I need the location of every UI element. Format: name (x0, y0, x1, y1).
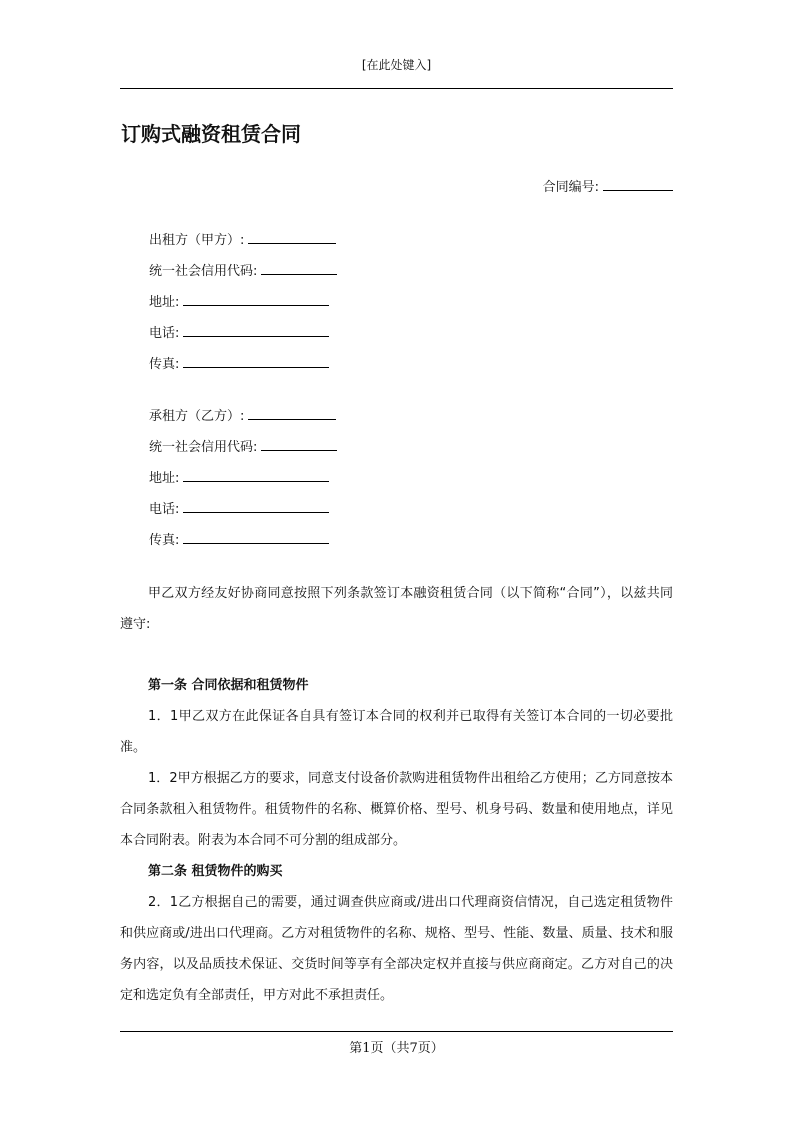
lessor-address-blank (183, 292, 329, 306)
article-2-heading: 第二条 租赁物件的购买 (148, 864, 283, 879)
lessor-fax-label: 传真: (149, 357, 180, 372)
lessee-phone-blank (183, 499, 329, 513)
header-divider (120, 88, 673, 89)
lessor-name-blank (248, 230, 336, 244)
contract-number-blank (603, 177, 673, 191)
lessor-name-line (149, 230, 337, 261)
footer-divider (120, 1031, 673, 1032)
lessor-phone-label: 电话: (149, 326, 180, 341)
lessee-fax-line (149, 530, 337, 561)
lessee-phone-label: 电话: (149, 502, 180, 517)
lessor-address-label: 地址: (149, 295, 180, 310)
lessee-phone-line (149, 499, 337, 530)
lessor-name-label: 出租方（甲方）: (149, 233, 245, 248)
lessor-credit-code-blank (261, 261, 337, 275)
lessor-credit-code-line (149, 261, 337, 292)
lessee-address-line (149, 468, 337, 499)
lessor-phone-blank (183, 323, 329, 337)
article-1-clause-2: 1．2甲方根据乙方的要求，同意支付设备价款购进租赁物件出租给乙方使用；乙方同意按本合同条款租入租赁物件。租赁物件的名称、概算价格、型号、机身号码、数量和使用地点，详见本合同附表。附表为本合同不可分割的组成部分。 (120, 771, 673, 848)
lessee-fax-label: 传真: (149, 533, 180, 548)
lessee-name-label: 承租方（乙方）: (149, 409, 245, 424)
article-1-clause-1: 1．1甲乙双方在此保证各自具有签订本合同的权利并已取得有关签订本合同的一切必要批准。 (120, 709, 673, 755)
lessor-phone-line (149, 323, 337, 354)
contract-number-line (543, 177, 673, 198)
lessee-name-line (149, 406, 337, 437)
lessee-address-label: 地址: (149, 471, 180, 486)
lessee-credit-code-line (149, 437, 337, 468)
lessee-name-blank (248, 406, 336, 420)
lessee-credit-code-label: 统一社会信用代码: (149, 440, 258, 455)
page-header: [在此处键入] (361, 58, 432, 72)
lessee-credit-code-blank (261, 437, 337, 451)
article-2-clause-1: 2．1乙方根据自己的需要，通过调查供应商或/进出口代理商资信情况，自己选定租赁物件和供应商或/进出口代理商。乙方对租赁物件的名称、规格、型号、性能、数量、质量、技术和服务内容，以及品质技术保证、交货时间等享有全部决定权并直接与供应商商定。乙方对自己的决定和选定负有全部责任，甲方对此不承担责任。 (120, 895, 673, 1003)
lessor-fax-line (149, 354, 337, 385)
contract-number-label: 合同编号: (542, 180, 599, 195)
lessor-fax-blank (183, 354, 329, 368)
lessor-address-line (149, 292, 337, 323)
lessee-fax-blank (183, 530, 329, 544)
page-footer: 第1页（共7页） (349, 1041, 444, 1056)
lessor-credit-code-label: 统一社会信用代码: (149, 264, 258, 279)
lessee-block (149, 406, 337, 561)
lessor-block (149, 230, 337, 385)
article-1-heading: 第一条 合同依据和租赁物件 (148, 678, 309, 693)
lessee-address-blank (183, 468, 329, 482)
contract-body (120, 578, 673, 1011)
document-title: 订购式融资租赁合同 (121, 122, 301, 146)
intro-paragraph: 甲乙双方经友好协商同意按照下列条款签订本融资租赁合同（以下简称“合同”），以兹共同遵守: (120, 586, 673, 632)
